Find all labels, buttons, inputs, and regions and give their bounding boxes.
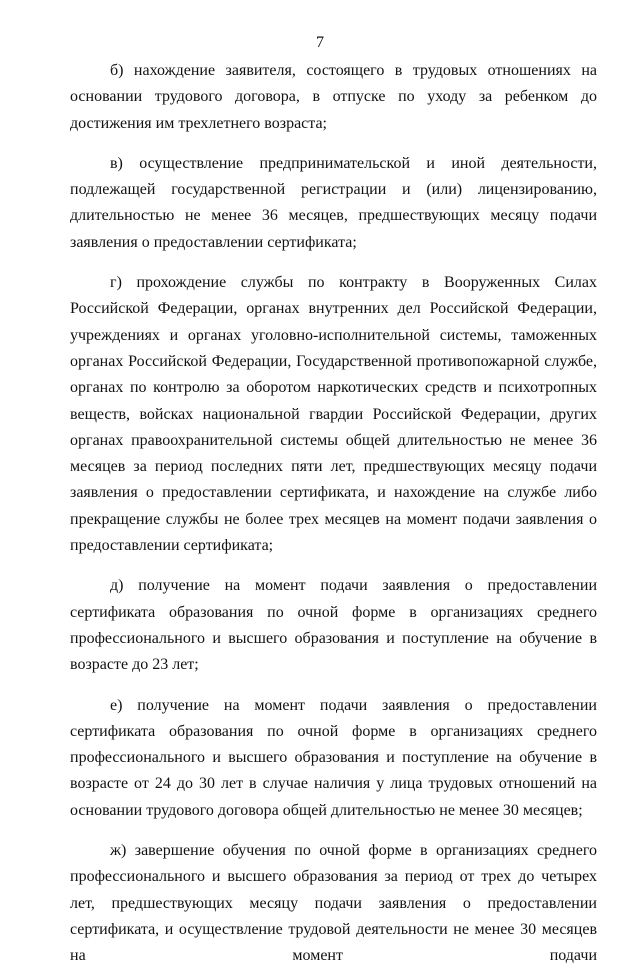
paragraph-g: г) прохождение службы по контракту в Вооруженных Силах Российской Федерации, органах внутренних дел Российской Федерации, учреждениях и органах уголовно-исполнительной системы, таможенных органах Российской Федерации, Государственной противопожарной службе, органах по контролю за оборотом наркотических средств и психотропных веществ, войсках национальной гвардии Российской Федерации, других органах правоохранительной системы общей длительностью не менее 36 месяцев за период последних пяти лет, предшествующих месяцу подачи заявления о предоставлении сертификата, и нахождение на службе либо прекращение службы не более трех месяцев на момент подачи заявления о предоставлении сертификата;: [70, 274, 597, 555]
document-body: [70, 58, 597, 970]
page-number: 7: [316, 34, 324, 51]
paragraph-d: д) получение на момент подачи заявления о предоставлении сертификата образования по очной форме в организациях среднего профессионального и высшего образования и поступление на обучение в возрасте до 23 лет;: [70, 577, 597, 674]
paragraph-e: е) получение на момент подачи заявления о предоставлении сертификата образования по очной форме в организациях среднего профессионального и высшего образования и поступление на обучение в возрасте от 24 до 30 лет в случае наличия у лица трудовых отношений на основании трудового договора общей длительностью не менее 30 месяцев;: [70, 696, 597, 819]
paragraph-v: в) осуществление предпринимательской и иной деятельности, подлежащей государственной регистрации и (или) лицензированию, длительностью не менее 36 месяцев, предшествующих месяцу подачи заявления о предоставлении сертификата;: [70, 154, 597, 251]
paragraph-b: б) нахождение заявителя, состоящего в трудовых отношениях на основании трудового договора, в отпуске по уходу за ребенком до достижения им трехлетнего возраста;: [70, 62, 597, 132]
paragraph-zh: ж) завершение обучения по очной форме в организациях среднего профессионального и высшего образования за период от трех до четырех лет, предшествующих месяцу подачи заявления о предоставлении сертификата, и осуществление трудовой деятельности не менее 30 месяцев на момент подачи: [70, 842, 597, 965]
